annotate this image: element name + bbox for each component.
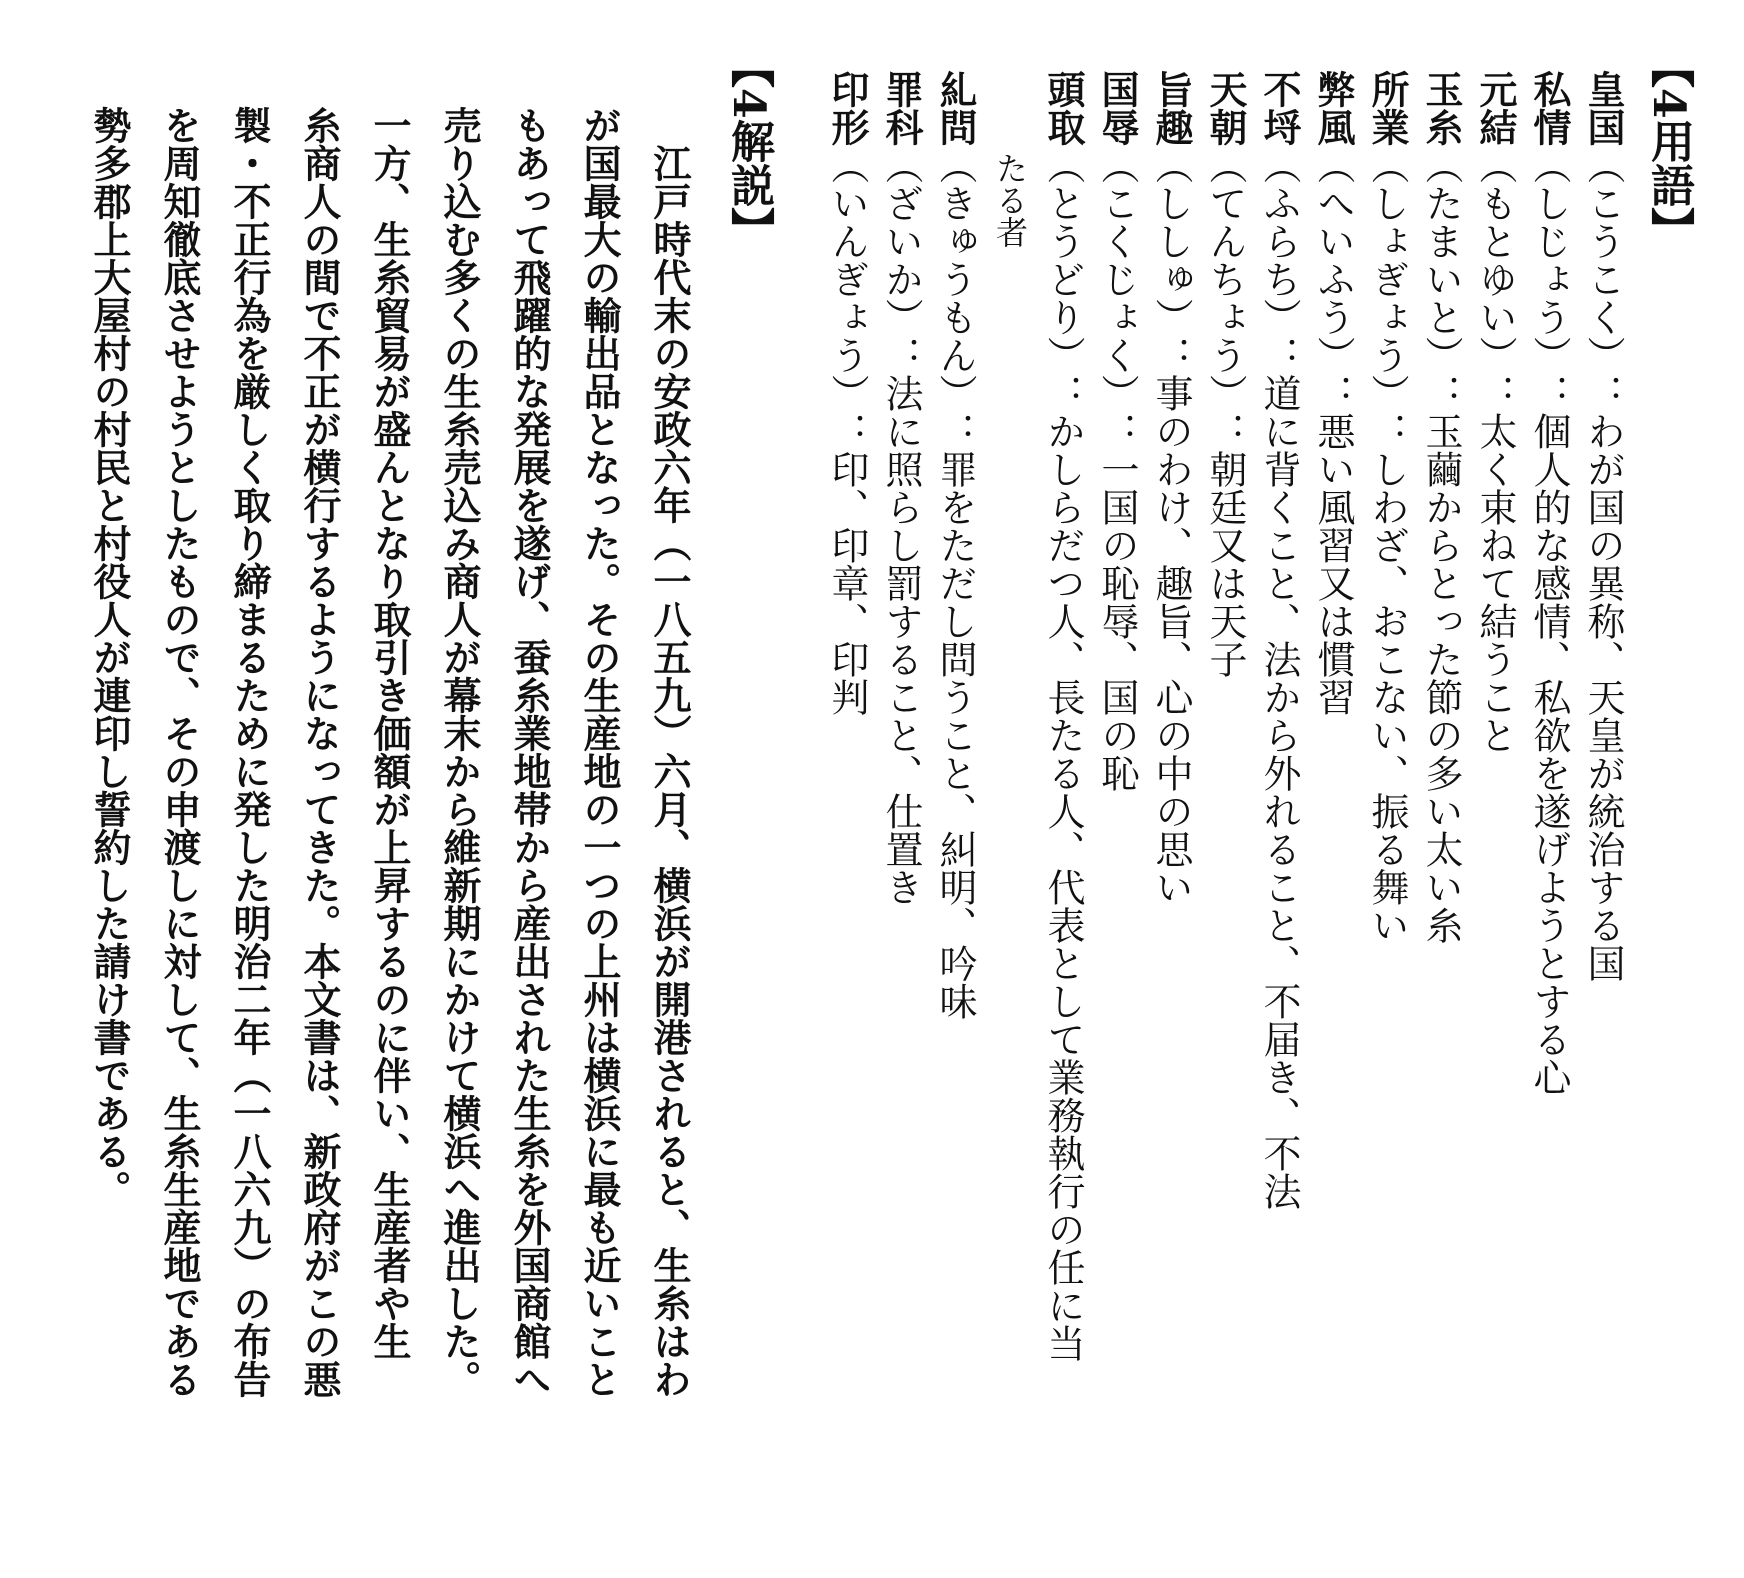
glossary-term: 国辱 bbox=[1095, 70, 1140, 146]
glossary-definition: ：かしらだつ人、長たる人、代表として業務執行の任に当 bbox=[1041, 374, 1085, 1362]
glossary-term: 天朝 bbox=[1203, 70, 1248, 146]
glossary-term: 弊風 bbox=[1311, 70, 1356, 146]
glossary-entry bbox=[1419, 70, 1464, 944]
commentary-line: 江戸時代末の安政六年（一八五九）六月、横浜が開港されると、生糸はわ bbox=[647, 106, 692, 1398]
glossary-term: 所業 bbox=[1365, 70, 1410, 146]
glossary-entry bbox=[1527, 70, 1572, 1096]
glossary-definition: ：朝廷又は天子 bbox=[1203, 412, 1247, 678]
glossary-entry bbox=[933, 70, 978, 1020]
glossary-reading: （いんぎょう） bbox=[825, 146, 869, 412]
glossary-reading: （しじょう） bbox=[1527, 146, 1571, 374]
glossary-reading: （ししゅ） bbox=[1149, 146, 1193, 336]
commentary-line: 勢多郡上大屋村の村民と村役人が連印し誓約した請け書である。 bbox=[87, 106, 132, 1208]
glossary-entry bbox=[825, 70, 870, 716]
commentary-line: もあって飛躍的な発展を遂げ、蚕糸業地帯から産出された生糸を外国商館へ bbox=[507, 106, 552, 1398]
glossary-reading: （とうどり） bbox=[1041, 146, 1085, 374]
glossary-reading: （へいふう） bbox=[1311, 146, 1355, 374]
glossary-definition: ：一国の恥辱、国の恥 bbox=[1095, 412, 1139, 792]
glossary-reading: （もとゆい） bbox=[1473, 146, 1517, 374]
glossary-definition: ：わが国の異称、天皇が統治する国 bbox=[1581, 374, 1625, 982]
glossary-term: 罪科 bbox=[879, 70, 924, 146]
glossary-term: 印形 bbox=[825, 70, 870, 146]
commentary-line: を周知徹底させようとしたもので、その申渡しに対して、生糸生産地である bbox=[157, 106, 202, 1398]
glossary-entry bbox=[1095, 70, 1140, 792]
glossary-heading: 【4用語】 bbox=[1643, 44, 1694, 251]
glossary-reading: （こくじょく） bbox=[1095, 146, 1139, 412]
glossary-entry bbox=[1473, 70, 1518, 754]
glossary-reading: （ふらち） bbox=[1257, 146, 1301, 336]
glossary-term: 不埒 bbox=[1257, 70, 1302, 146]
glossary-reading: （きゅうもん） bbox=[933, 146, 977, 412]
glossary-definition: ：道に背くこと、法から外れること、不届き、不法 bbox=[1257, 336, 1301, 1210]
glossary-term: 元結 bbox=[1473, 70, 1518, 146]
glossary-term: 私情 bbox=[1527, 70, 1572, 146]
glossary-reading: （しょぎょう） bbox=[1365, 146, 1409, 412]
commentary-line: 製・不正行為を厳しく取り締まるために発した明治二年（一八六九）の布告 bbox=[227, 106, 272, 1398]
glossary-entry bbox=[1041, 70, 1086, 1362]
glossary-definition: ：玉繭からとった節の多い太い糸 bbox=[1419, 374, 1463, 944]
glossary-term: 旨趣 bbox=[1149, 70, 1194, 146]
glossary-term: 糺問 bbox=[933, 70, 978, 146]
glossary-term: 頭取 bbox=[1041, 70, 1086, 146]
commentary-heading: 【4解説】 bbox=[723, 44, 774, 251]
glossary-definition: ：しわざ、おこない、振る舞い bbox=[1365, 412, 1409, 944]
glossary-term: 玉糸 bbox=[1419, 70, 1464, 146]
glossary-definition: ：法に照らし罰すること、仕置き bbox=[879, 336, 923, 906]
glossary-reading: （てんちょう） bbox=[1203, 146, 1247, 412]
glossary-definition-continued: たる者 bbox=[991, 152, 1029, 248]
glossary-entry bbox=[1365, 70, 1410, 944]
glossary-definition: ：事のわけ、趣旨、心の中の思い bbox=[1149, 336, 1193, 906]
commentary-line: 一方、生糸貿易が盛んとなり取引き価額が上昇するのに伴い、生産者や生 bbox=[367, 106, 412, 1360]
glossary-definition: ：個人的な感情、私欲を遂げようとする心 bbox=[1527, 374, 1571, 1096]
glossary-reading: （たまいと） bbox=[1419, 146, 1463, 374]
glossary-reading: （ざいか） bbox=[879, 146, 923, 336]
glossary-definition: ：太く束ねて結うこと bbox=[1473, 374, 1517, 754]
glossary-entry bbox=[879, 70, 924, 906]
glossary-entry bbox=[1311, 70, 1356, 716]
glossary-entry bbox=[1203, 70, 1248, 678]
glossary-entry bbox=[1257, 70, 1302, 1210]
commentary-line: 売り込む多くの生糸売込み商人が幕末から維新期にかけて横浜へ進出した。 bbox=[437, 106, 482, 1398]
glossary-reading: （こうこく） bbox=[1581, 146, 1625, 374]
commentary-line: 糸商人の間で不正が横行するようになってきた。本文書は、新政府がこの悪 bbox=[297, 106, 342, 1398]
glossary-entry bbox=[1149, 70, 1194, 906]
glossary-entry bbox=[1581, 70, 1626, 982]
glossary-definition: ：悪い風習又は慣習 bbox=[1311, 374, 1355, 716]
glossary-term: 皇国 bbox=[1581, 70, 1626, 146]
glossary-definition: ：印、印章、印判 bbox=[825, 412, 869, 716]
glossary-definition: ：罪をただし問うこと、糾明、吟味 bbox=[933, 412, 977, 1020]
commentary-line: が国最大の輸出品となった。その生産地の一つの上州は横浜に最も近いこと bbox=[577, 106, 622, 1398]
